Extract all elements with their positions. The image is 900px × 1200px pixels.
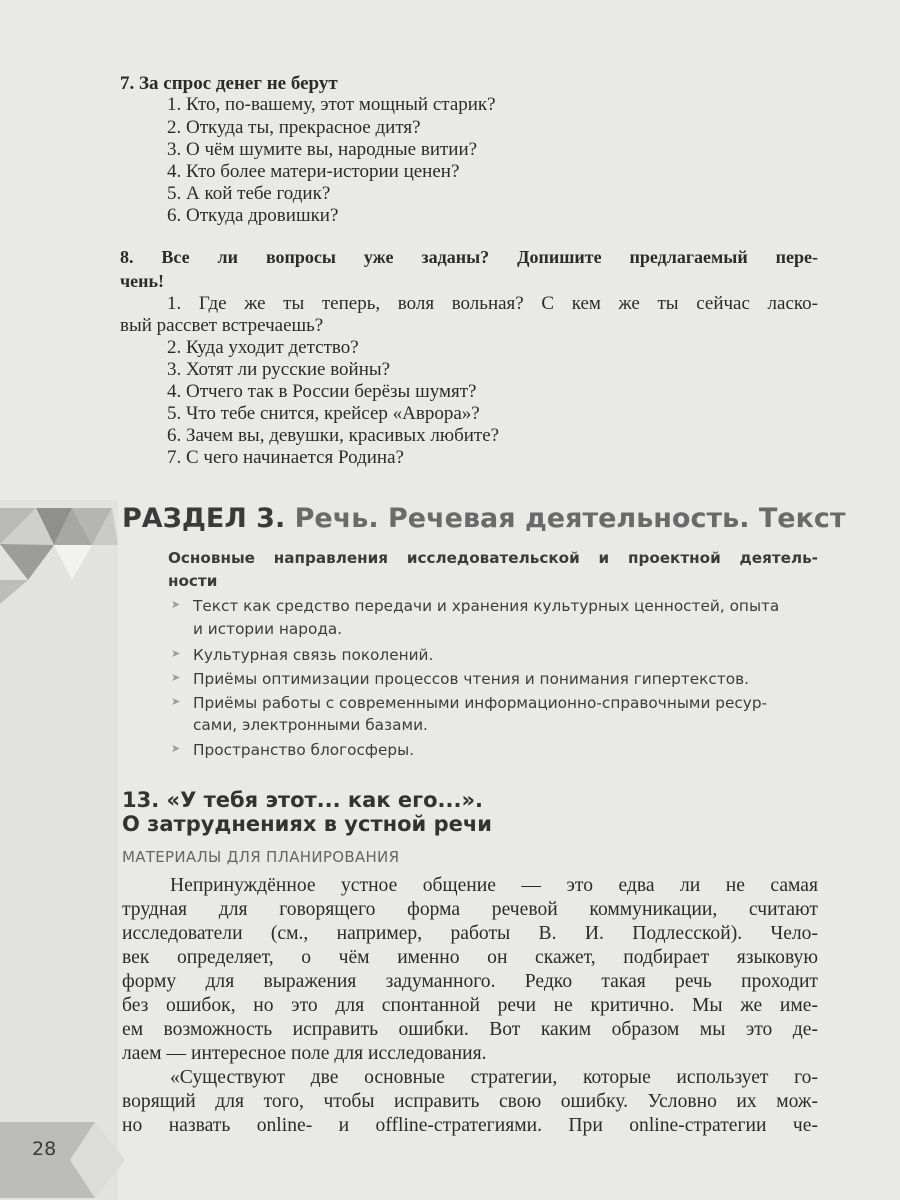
section-title: Речь. Речевая деятельность. Текст	[294, 503, 846, 534]
lesson-title: 13. «У тебя этот... как его...».	[122, 788, 484, 812]
page-number: 28	[32, 1138, 57, 1160]
body-text-line: без ошибок, но это для спонтанной речи не критично. Мы же име-	[122, 995, 818, 1016]
body-text-line: исследователи (см., например, работы В. И. Подлесской). Чело-	[122, 923, 818, 944]
triangle-bullet-icon: ➤	[171, 671, 181, 684]
task-7-item: 6. Откуда дровишки?	[167, 205, 339, 226]
triangle-bullet-icon: ➤	[171, 742, 181, 755]
body-text-line: лаем — интересное поле для исследования.	[122, 1043, 487, 1064]
left-margin-band	[0, 500, 118, 1200]
body-text-line: Непринуждённое устное общение — это едва ли не самая	[170, 875, 818, 896]
task-7-item: 3. О чём шумите вы, народные витии?	[167, 139, 478, 160]
research-directions-heading: ности	[168, 572, 218, 590]
body-text-line: но назвать online- и offline-стратегиями. При online-стратегии че-	[122, 1115, 818, 1136]
bullet-item: Пространство блогосферы.	[193, 741, 415, 759]
task-8-item: 2. Куда уходит детство?	[167, 337, 359, 358]
task-7-item: 4. Кто более матери-истории ценен?	[167, 161, 460, 182]
task-8-item: 1. Где же ты теперь, воля вольная? С кем же ты сейчас ласко-	[167, 293, 818, 314]
bullet-item: Приёмы работы с современными информационно-справочными ресур-	[193, 694, 768, 712]
triangle-bullet-icon: ➤	[171, 695, 181, 708]
task-8-item: 5. Что тебе снится, крейсер «Аврора»?	[167, 403, 480, 424]
triangle-bullet-icon: ➤	[171, 598, 181, 611]
bullet-item: сами, электронными базами.	[193, 716, 428, 734]
research-directions-heading: Основные направления исследовательской и проектной деятель-	[168, 549, 818, 567]
task-7-title: 7. За спрос денег не берут	[120, 73, 338, 94]
body-text-line: ем возможность исправить ошибки. Вот каким образом мы это де-	[122, 1019, 818, 1040]
body-text-line: форму для выражения задуманного. Редко такая речь проходит	[122, 971, 818, 992]
bullet-item: Культурная связь поколений.	[193, 646, 434, 664]
bullet-item: Текст как средство передачи и хранения культурных ценностей, опыта	[193, 597, 780, 615]
section-label: РАЗДЕЛ 3.	[122, 503, 286, 534]
task-8-item: 6. Зачем вы, девушки, красивых любите?	[167, 425, 500, 446]
task-7-item: 2. Откуда ты, прекрасное дитя?	[167, 117, 421, 138]
body-text-line: ворящий для того, чтобы исправить свою ошибку. Условно их мож-	[122, 1091, 818, 1112]
body-text-line: трудная для говорящего форма речевой коммуникации, считают	[122, 899, 818, 920]
task-7-item: 5. А кой тебе годик?	[167, 183, 331, 204]
task-8-title-line: 8. Все ли вопросы уже заданы? Допишите предлагаемый пере-	[120, 247, 818, 267]
bullet-item: и истории народа.	[193, 620, 343, 638]
section-heading	[122, 503, 846, 534]
task-8-item: 3. Хотят ли русские войны?	[167, 359, 391, 380]
task-8-title-line: чень!	[120, 271, 165, 291]
triangle-bullet-icon: ➤	[171, 647, 181, 660]
body-text-line: век определяет, о чём именно он скажет, подбирает языковую	[122, 947, 818, 968]
task-8-item: 7. С чего начинается Родина?	[167, 447, 404, 468]
materials-subheading: МАТЕРИАЛЫ ДЛЯ ПЛАНИРОВАНИЯ	[122, 848, 400, 866]
bullet-item: Приёмы оптимизации процессов чтения и понимания гипертекстов.	[193, 670, 749, 688]
task-8-item: вый рассвет встречаешь?	[120, 315, 324, 336]
body-text-line: «Существуют две основные стратегии, которые использует го-	[170, 1067, 818, 1088]
task-8-item: 4. Отчего так в России берёзы шумят?	[167, 381, 477, 402]
task-7-item: 1. Кто, по-вашему, этот мощный старик?	[167, 94, 496, 115]
lesson-title: О затруднениях в устной речи	[122, 812, 492, 836]
